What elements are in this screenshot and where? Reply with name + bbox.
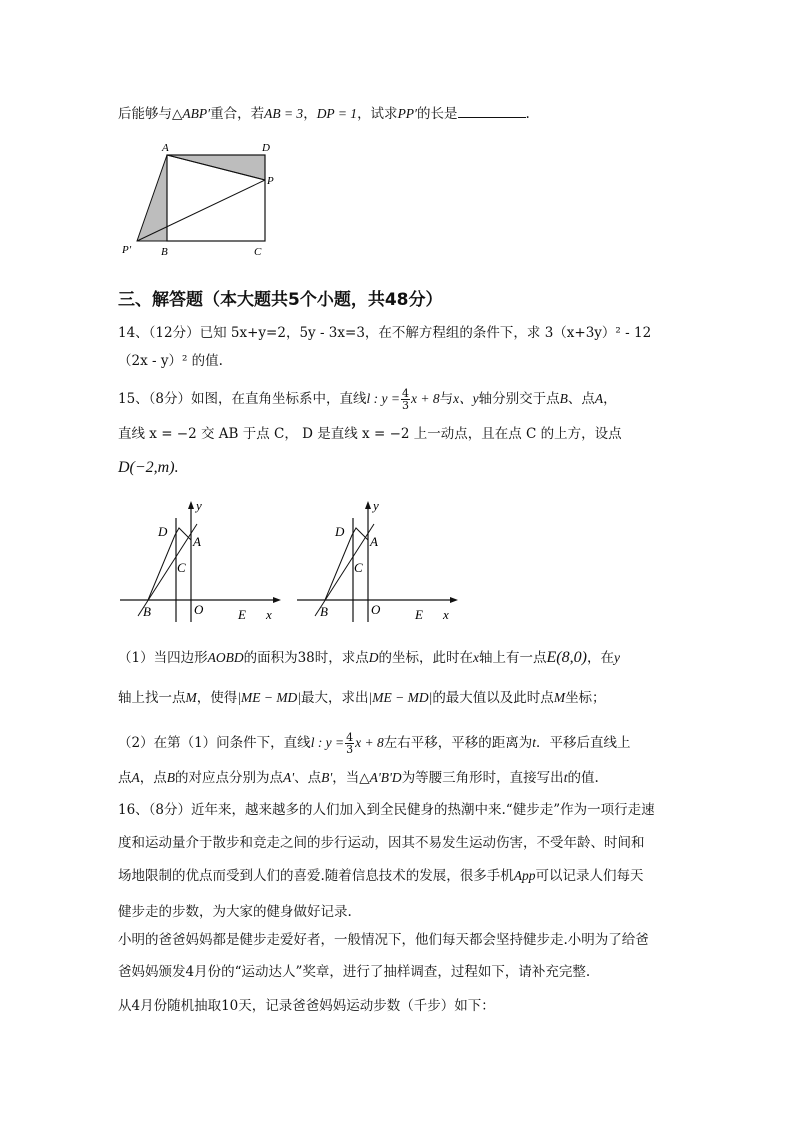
s2-l2k: 为等腰三角形时，直接写出 (401, 770, 564, 786)
label-a: A (370, 534, 378, 549)
q13-t3: ， (303, 106, 317, 122)
s1-l2g: 的最大值以及此时点 (432, 690, 554, 706)
label-a: A (162, 142, 169, 154)
s1-l2i: 坐标； (565, 690, 606, 706)
s2-l2m: 的值. (567, 770, 599, 786)
label-e: E (238, 607, 246, 622)
label-b: B (161, 246, 168, 258)
q15-l1h: 、点 (567, 391, 595, 407)
s2-l2g: 、点 (294, 770, 322, 786)
q15-fraction (401, 388, 410, 411)
q15-frac-den: 3 (402, 399, 410, 412)
shaded-triangle-abp2 (137, 155, 167, 241)
label-x: x (266, 607, 272, 622)
s2-b: B (166, 770, 175, 785)
x-arrow (273, 597, 281, 603)
figure-coordinate-left (118, 498, 288, 626)
answer-blank (458, 103, 526, 118)
q15-sub1-line1 (118, 648, 620, 668)
label-o: O (194, 602, 204, 617)
s2-l1d: 左右平移，平移的距离为 (383, 735, 533, 751)
q15-l1j: ， (603, 391, 617, 407)
s2-eq-lhs: l : y = (310, 735, 345, 750)
s1-l2e: 最大，求出 (301, 690, 369, 706)
label-d: D (158, 524, 168, 539)
q14-line2: （2x - y）² 的值. (118, 353, 223, 369)
figure-square-abcd (112, 136, 282, 262)
q15-eq-lhs: l : y = (366, 391, 401, 406)
s2-l2c: ，点 (139, 770, 167, 786)
q13-t6: . (525, 106, 530, 122)
s2-l1a: （2）在第（1）问条件下，直线 (118, 735, 311, 751)
label-y: y (373, 498, 379, 513)
figure-coordinate-right (295, 498, 465, 626)
q13-dp: DP = 1 (316, 106, 358, 121)
s2-t: t (532, 735, 537, 750)
label-c: C (254, 246, 262, 258)
s1-abs1: |ME − MD| (237, 690, 302, 705)
label-y: y (196, 498, 202, 513)
y-arrow (188, 501, 194, 509)
label-x: x (443, 607, 449, 622)
segment-bd (148, 535, 175, 600)
s2-fraction (345, 732, 354, 755)
s1-l1g: 轴上有一点 (479, 650, 547, 666)
q15-l1d: 与 (439, 391, 454, 407)
q13-t2: 重合，若 (210, 106, 265, 122)
q15-eq-rhs: x + 8 (411, 391, 440, 406)
s1-x: x (473, 650, 480, 665)
y-arrow (365, 501, 371, 509)
s1-quad: AOBD (207, 650, 244, 665)
s2-l2i: ，当 (332, 770, 360, 786)
s1-l1i: ，在 (586, 650, 614, 666)
s2-l2e: 的对应点分别为点 (175, 770, 283, 786)
q15-line2: 直线 x = −2 交 AB 于点 C， D 是直线 x = −2 上一动点，且在点 C 的上方，设点 (118, 426, 622, 442)
label-c: C (354, 560, 363, 575)
s1-l2a: 轴上找一点 (118, 690, 186, 706)
q13-pp: PP′ (397, 106, 418, 121)
q13-text (118, 103, 530, 124)
q16-line1: 16、（8分）近年来，越来越多的人们加入到全民健身的热潮中来.“健步走”作为一项行走速 (118, 802, 655, 818)
label-b: B (320, 604, 328, 619)
q16-line2: 度和运动量介于散步和竞走之间的步行运动，因其不易发生运动伤害，不受年龄、时间和 (118, 835, 645, 851)
label-d: D (262, 142, 270, 154)
q15-sub2-line1 (118, 730, 631, 756)
q15-l1f: 轴分别交于点 (478, 391, 560, 407)
s2-eq-rhs: x + 8 (355, 735, 384, 750)
s2-frac-den: 3 (346, 743, 354, 756)
q16-l3a: 场地限制的优点而受到人们的喜爱.随着信息技术的发展，很多手机 (118, 868, 514, 884)
q15-axes: x、y (453, 391, 479, 406)
q15-point-b: B (559, 391, 568, 406)
label-p: P (267, 175, 274, 187)
label-o: O (371, 602, 381, 617)
label-p-prime: P′ (122, 244, 132, 256)
s1-y: y (613, 650, 620, 665)
label-b: B (143, 604, 151, 619)
q13-triangle: △ABP′ (172, 106, 211, 121)
q16-app: App (513, 868, 536, 883)
s2-l2a: 点 (118, 770, 132, 786)
q15-line1 (118, 386, 617, 412)
q16-line3 (118, 866, 644, 886)
q16-line5: 小明的爸爸妈妈都是健步走爱好者，一般情况下，他们每天都会坚持健步走.小明为了给爸 (118, 932, 649, 948)
q16-line7: 从4月份随机抽取10天，记录爸爸妈妈运动步数（千步）如下： (118, 998, 495, 1014)
s2-a-prime: A' (283, 770, 295, 785)
segment-bd (325, 535, 352, 600)
q16-line6: 爸妈妈颁发4月份的“运动达人”奖章，进行了抽样调查，过程如下，请补充完整. (118, 964, 591, 980)
s2-a: A (131, 770, 140, 785)
q13-ab: AB = 3 (264, 106, 304, 121)
s1-abs2: |ME − MD| (368, 690, 433, 705)
q15-sub1-line2 (118, 688, 606, 708)
label-e: E (415, 607, 423, 622)
section-title: 三、解答题（本大题共5个小题，共48分） (118, 290, 443, 310)
s2-b-prime: B' (321, 770, 333, 785)
q16-line4: 健步走的步数，为大家的健身做好记录. (118, 904, 352, 920)
s2-frac-num: 4 (346, 731, 354, 744)
q16-l3c: 可以记录人们每天 (535, 868, 644, 884)
s1-l2c: ，使得 (196, 690, 238, 706)
s1-l1a: （1）当四边形 (118, 650, 208, 666)
label-a: A (193, 534, 201, 549)
s2-triangle: △A'B'D (359, 770, 402, 785)
x-arrow (450, 597, 458, 603)
segment-da (175, 528, 191, 540)
q15-line3: D(−2,m). (118, 459, 179, 476)
s1-point-d: D (368, 650, 379, 665)
s2-t2: t (563, 770, 568, 785)
q15-point-a: A (594, 391, 604, 406)
q13-t1: 后能够与 (118, 106, 172, 122)
q15-frac-num: 4 (402, 387, 410, 400)
s1-point-e: E(8,0) (546, 649, 587, 666)
s1-m: M (185, 690, 197, 705)
s2-l1f: ．平移后直线上 (536, 735, 631, 751)
q13-t4: ，试求 (357, 106, 398, 122)
label-c: C (177, 560, 186, 575)
s1-m2: M (553, 690, 566, 705)
segment-da (352, 528, 368, 540)
q15-sub2-line2 (118, 768, 599, 788)
q14-line1: 14、（12分）已知 5x+y=2，5y - 3x=3，在不解方程组的条件下，求 3（x+3y）² - 12 (118, 325, 652, 341)
s1-l1c: 的面积为38时，求点 (243, 650, 369, 666)
label-d: D (335, 524, 345, 539)
q15-l1a: 15、（8分）如图，在直角坐标系中，直线 (118, 391, 367, 407)
s1-l1e: 的坐标，此时在 (378, 650, 474, 666)
q13-t5: 的长是 (417, 106, 458, 122)
